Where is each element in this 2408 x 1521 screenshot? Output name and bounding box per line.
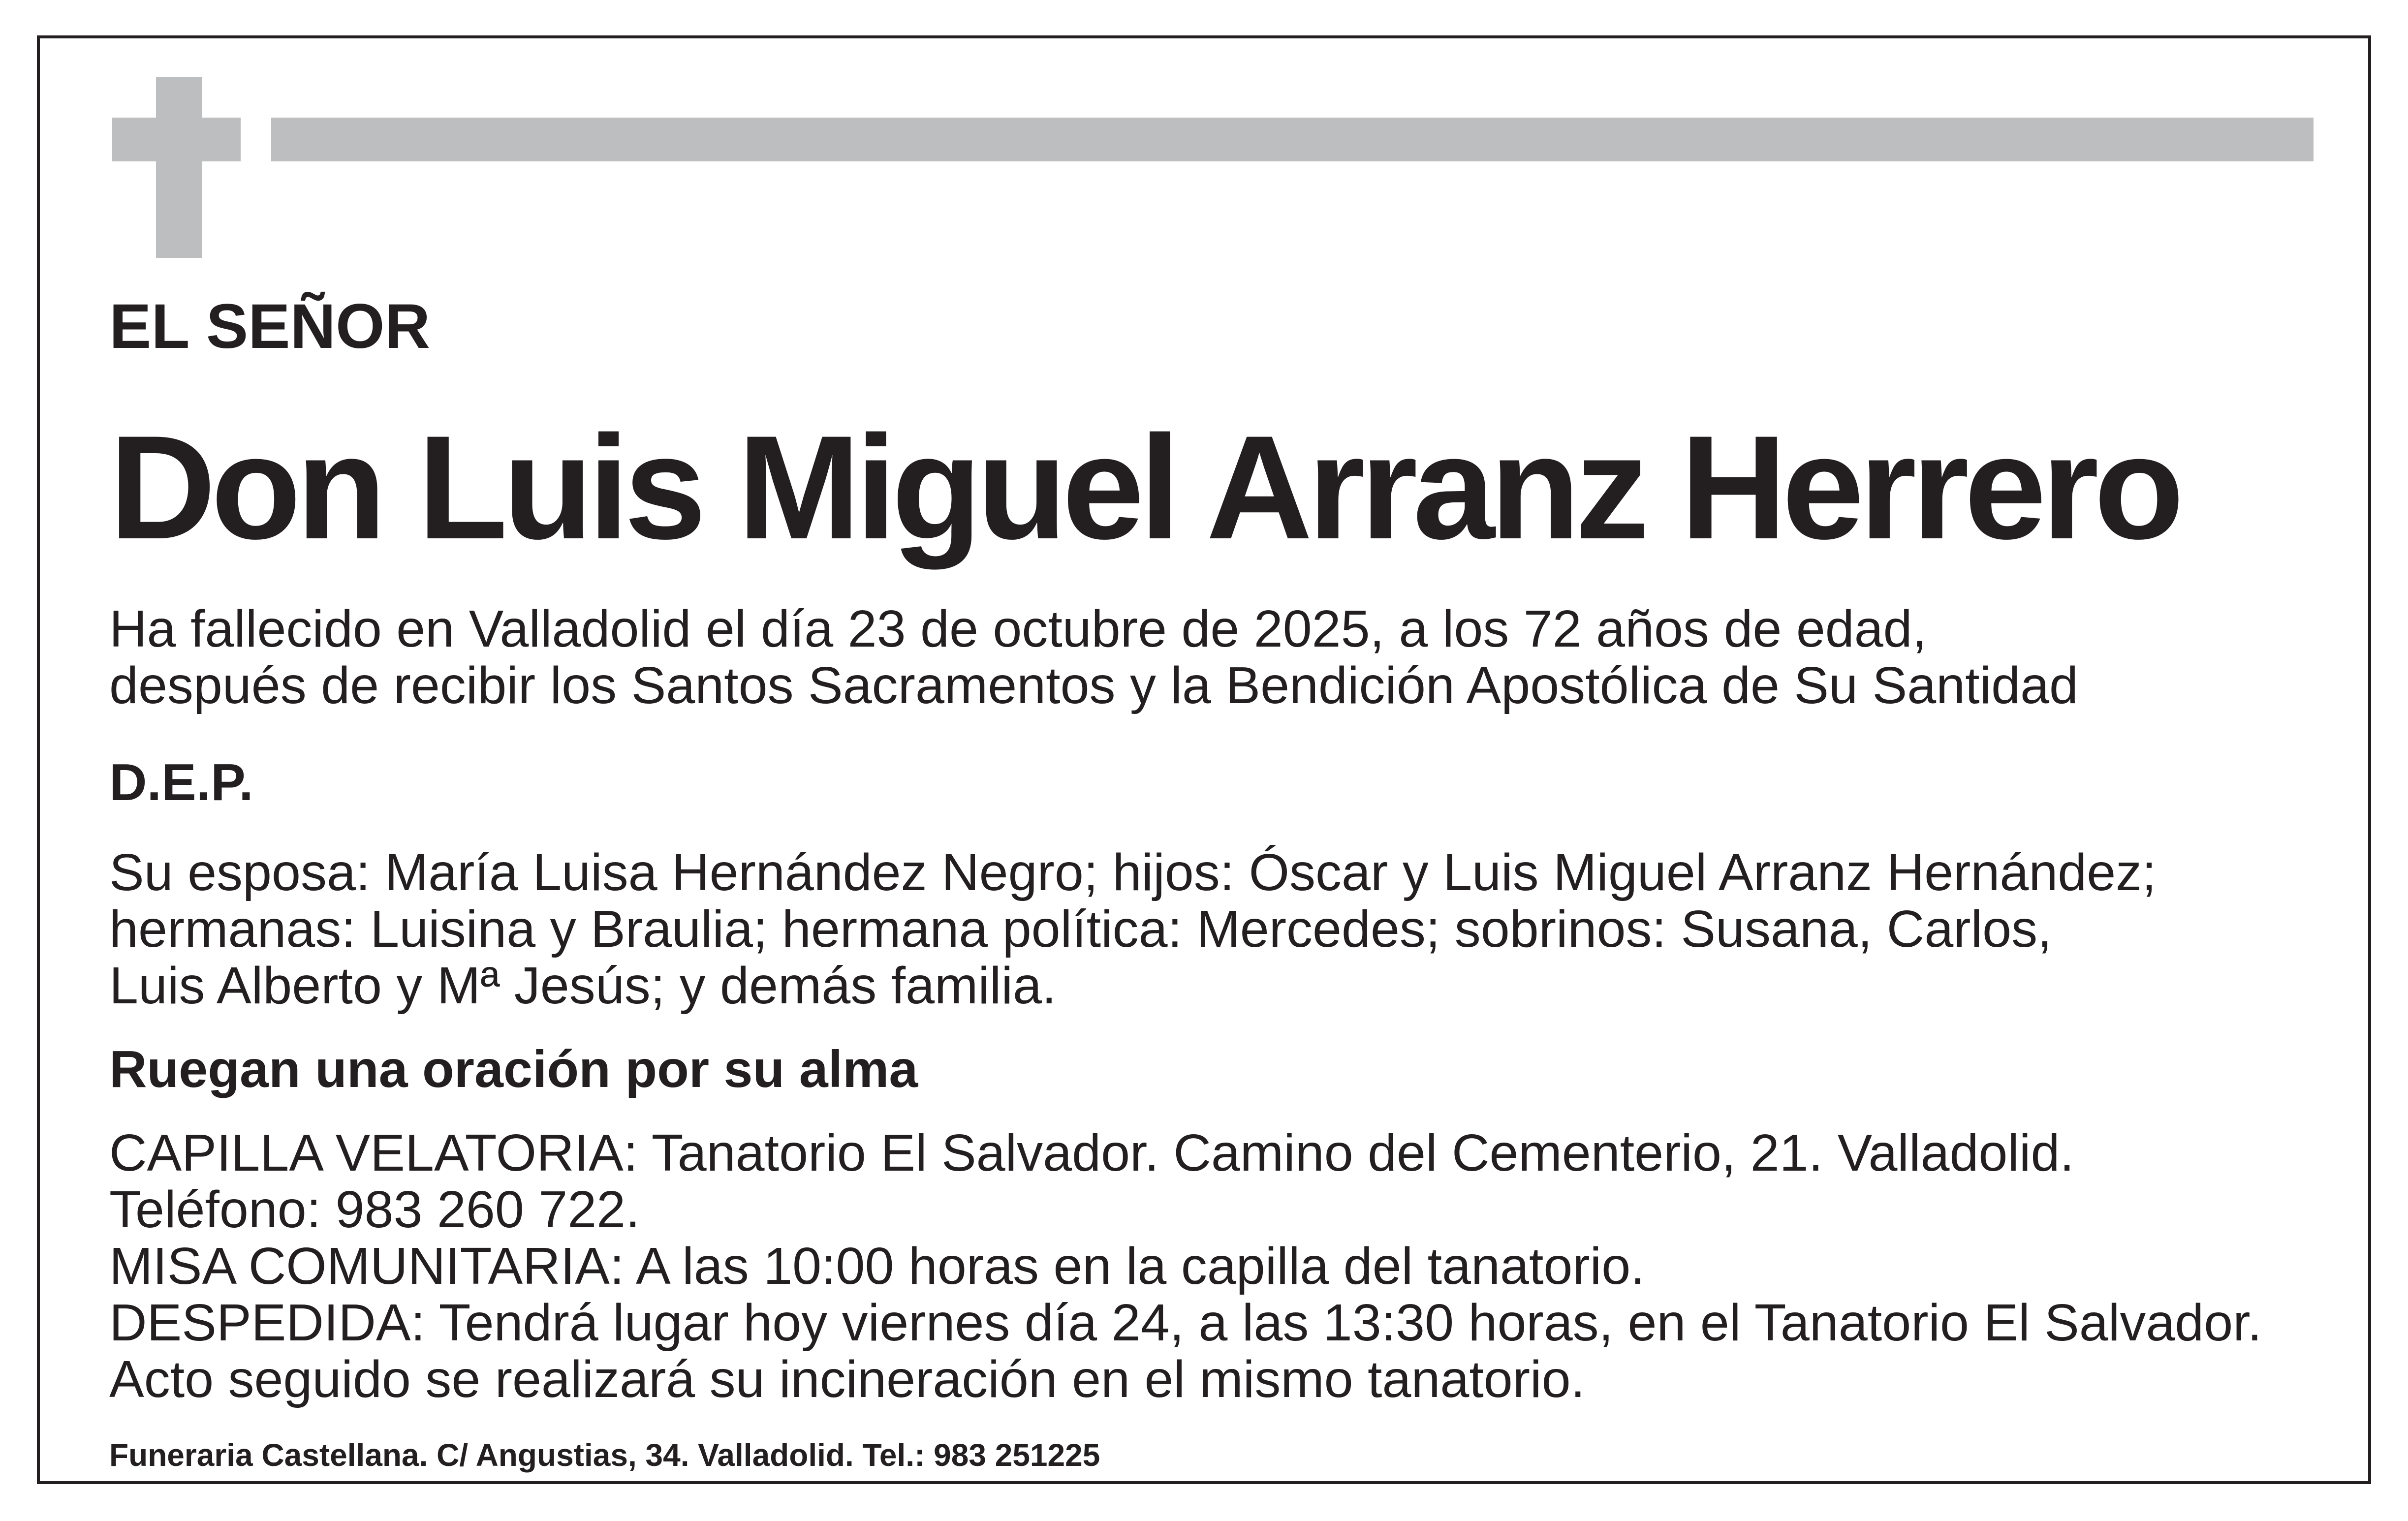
cross-vertical-bar [156,77,202,258]
honorific: EL SEÑOR [109,291,430,362]
details-line-3: MISA COMUNITARIA: A las 10:00 horas en la capilla del tanatorio. [109,1237,1645,1295]
dep-abbreviation: D.E.P. [109,753,253,811]
prayer-request: Ruegan una oración por su alma [109,1040,918,1098]
details-line-2: Teléfono: 983 260 722. [109,1180,640,1239]
family-line-2: hermanas: Luisina y Braulia; hermana política: Mercedes; sobrinos: Susana, Carlos, [109,900,2052,958]
decorative-rule [271,118,2314,161]
family-line-3: Luis Alberto y Mª Jesús; y demás familia. [109,957,1057,1015]
deceased-name: Don Luis Miguel Arranz Herrero [109,404,2180,570]
cross-horizontal-bar [112,118,241,161]
details-line-4: DESPEDIDA: Tendrá lugar hoy viernes día 24, a las 13:30 horas, en el Tanatorio El Salvador. [109,1294,2262,1352]
family-line-1: Su esposa: María Luisa Hernández Negro; hijos: Óscar y Luis Miguel Arranz Hernández; [109,843,2157,901]
announcement-line-1: Ha fallecido en Valladolid el día 23 de octubre de 2025, a los 72 años de edad, [109,600,1927,658]
details-line-5: Acto seguido se realizará su incineración en el mismo tanatorio. [109,1350,1586,1408]
details-line-1: CAPILLA VELATORIA: Tanatorio El Salvador. Camino del Cementerio, 21. Valladolid. [109,1124,2074,1182]
announcement-line-2: después de recibir los Santos Sacramentos y la Bendición Apostólica de Su Santidad [109,656,2078,714]
funeral-home-footer: Funeraria Castellana. C/ Angustias, 34. Valladolid. Tel.: 983 251225 [109,1437,1100,1473]
